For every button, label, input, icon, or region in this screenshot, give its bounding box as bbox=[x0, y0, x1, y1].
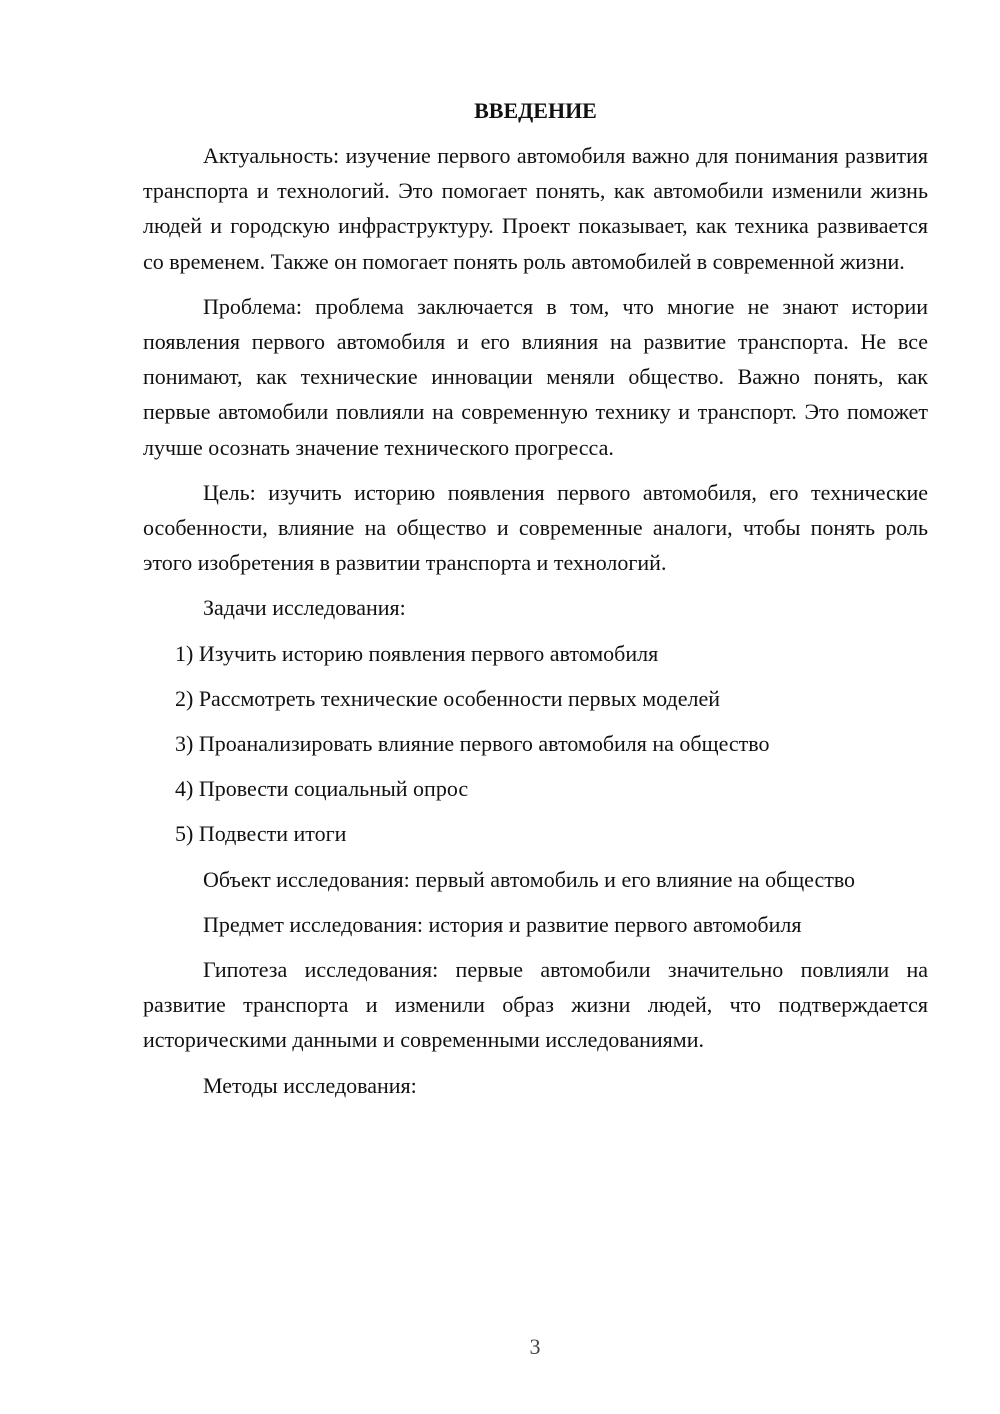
task-item: 1) Изучить историю появления первого автомобиля bbox=[175, 640, 659, 666]
task-item: 4) Провести социальный опрос bbox=[175, 776, 469, 802]
task-item: 3) Проанализировать влияние первого автомобиля на общество bbox=[175, 731, 770, 757]
tasks-heading: Задачи исследования: bbox=[203, 595, 406, 621]
page-title: ВВЕДЕНИЕ bbox=[474, 98, 597, 123]
subject-paragraph: Предмет исследования: история и развитие первого автомобиля bbox=[203, 911, 802, 937]
task-item: 5) Подвести итоги bbox=[175, 821, 347, 847]
task-item: 2) Рассмотреть технические особенности первых моделей bbox=[175, 685, 720, 711]
methods-paragraph: Методы исследования: bbox=[203, 1072, 417, 1098]
object-paragraph: Объект исследования: первый автомобиль и его влияние на общество bbox=[203, 866, 856, 892]
tasks-list bbox=[143, 636, 928, 852]
goal-paragraph: Цель: изучить историю появления первого автомобиля, его технические особенности, влияние на общество и современные аналоги, чтобы понять роль этого изобретения в развитии транспорта и технологий. bbox=[143, 479, 928, 576]
hypothesis-paragraph: Гипотеза исследования: первые автомобили значительно повлияли на развитие транспорта и изменили образ жизни людей, что подтверждается историческими данными и современными исследованиями. bbox=[143, 957, 928, 1053]
problem-paragraph: Проблема: проблема заключается в том, что многие не знают истории появления первого автомобиля и его влияния на развитие транспорта. Не все понимают, как технические инновации меняли общество. Важно понять, как первые автомобили повлияли на современную технику и транспорт. Это поможет лучше осознать значение технического прогресса. bbox=[143, 293, 928, 460]
relevance-paragraph: Актуальность: изучение первого автомобиля важно для понимания развития транспорта и технологий. Это помогает понять, как автомобили изменили жизнь людей и городскую инфраструктуру. Проект показывает, как техника развивается со временем. Также он помогает понять роль автомобилей в современной жизни. bbox=[143, 143, 928, 274]
page-number: 3 bbox=[529, 1334, 541, 1359]
document-page bbox=[143, 93, 928, 1113]
